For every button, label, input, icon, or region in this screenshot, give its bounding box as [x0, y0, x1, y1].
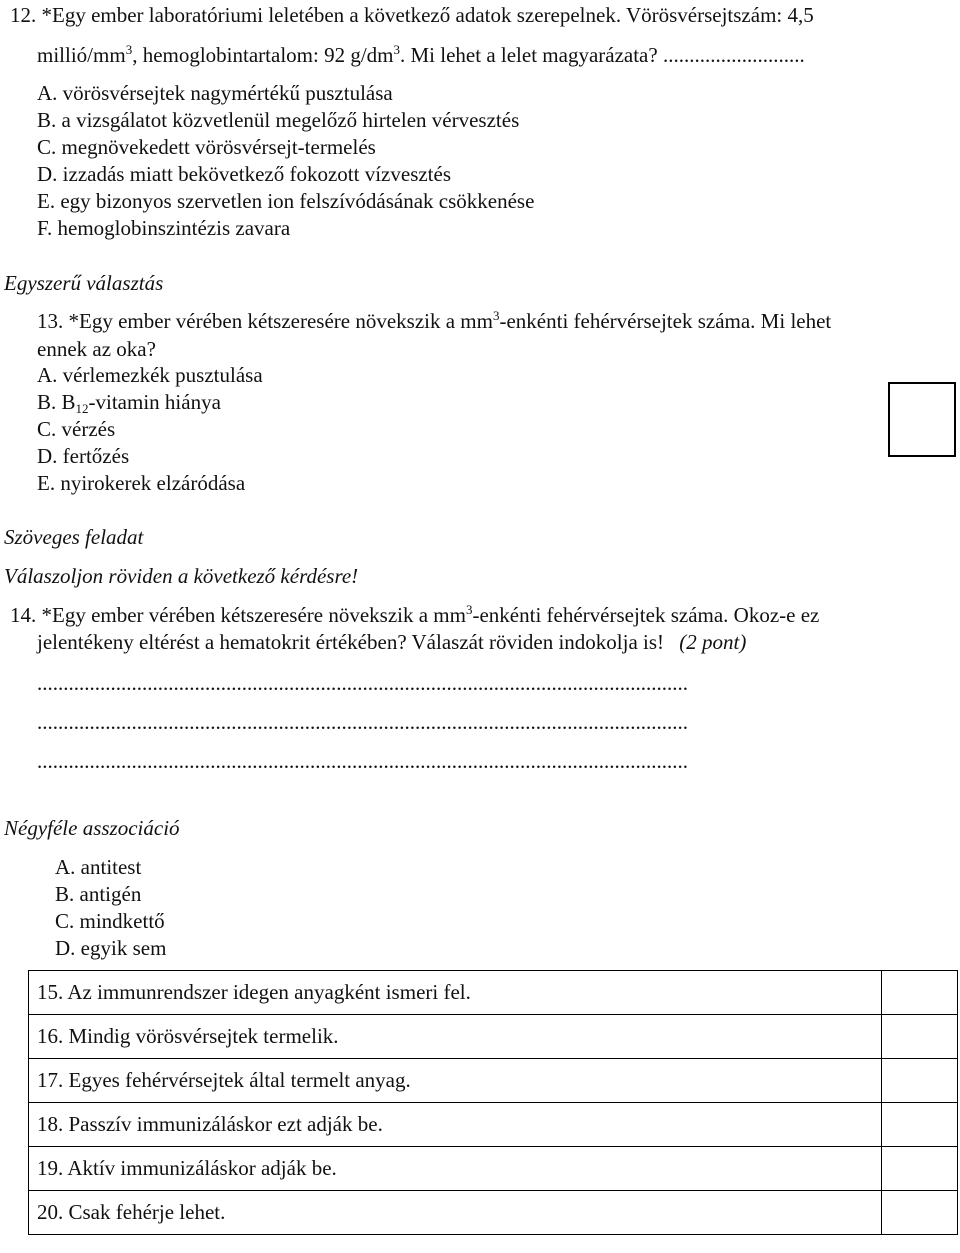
section-heading-association: Négyféle asszociáció — [4, 816, 180, 840]
assoc-option-a: A. antitest — [55, 855, 142, 879]
q13-line1-sup: 3 — [492, 308, 500, 323]
q14-line1-pre: 14. *Egy ember vérében kétszeresére növekszik a mm — [10, 603, 466, 627]
answer-cell-15[interactable] — [882, 971, 958, 1015]
section-heading-simple-choice: Egyszerű választás — [4, 271, 164, 295]
answer-cell-17[interactable] — [882, 1059, 958, 1103]
q12-line2-sup2: 3 — [393, 42, 400, 57]
q13-option-e: E. nyirokerek elzáródása — [37, 471, 246, 495]
q13-line2: ennek az oka? — [37, 337, 156, 361]
table-row — [29, 1147, 958, 1191]
q13-line1-pre: 13. *Egy ember vérében kétszeresére növekszik a mm — [37, 309, 493, 333]
q12-option-b: B. a vizsgálatot közvetlenül megelőző hirtelen vérvesztés — [37, 108, 520, 132]
q14-answer-line-3[interactable]: ............................................................................................................................ — [37, 749, 688, 773]
row-text-17: 17. Egyes fehérvérsejtek által termelt anyag. — [29, 1059, 882, 1103]
q12-option-f: F. hemoglobinszintézis zavara — [37, 216, 291, 240]
row-text-18: 18. Passzív immunizáláskor ezt adják be. — [29, 1103, 882, 1147]
q12-line2-mid: , hemoglobintartalom: 92 g/dm — [132, 43, 394, 67]
section-heading-text-task: Szöveges feladat — [4, 525, 144, 549]
table-row — [29, 1103, 958, 1147]
association-table — [28, 970, 958, 1235]
q12-option-a: A. vörösvérsejtek nagymértékű pusztulása — [37, 81, 393, 105]
q12-option-e: E. egy bizonyos szervetlen ion felszívódásának csökkenése — [37, 189, 535, 213]
q13-line1-post: -enkénti fehérvérsejtek száma. Mi lehet — [499, 309, 832, 333]
q13-option-b-post: -vitamin hiánya — [88, 390, 221, 414]
assoc-option-d: D. egyik sem — [55, 936, 167, 960]
q13-option-a: A. vérlemezkék pusztulása — [37, 363, 263, 387]
q14-line2 — [37, 631, 746, 654]
table-row — [29, 1191, 958, 1235]
row-text-19: 19. Aktív immunizáláskor adják be. — [29, 1147, 882, 1191]
answer-cell-16[interactable] — [882, 1015, 958, 1059]
table-row — [29, 1015, 958, 1059]
table-row — [29, 1059, 958, 1103]
q12-line1: 12. *Egy ember laboratóriumi leletében a következő adatok szerepelnek. Vörösvérsejtszám: 4,5 — [10, 3, 814, 27]
q14-line2-text: jelentékeny eltérést a hematokrit értékében? Válaszát röviden indokolja is! — [37, 630, 665, 654]
q13-answer-box[interactable] — [888, 382, 956, 457]
q14-line1-post: -enkénti fehérvérsejtek száma. Okoz-e ez — [472, 603, 820, 627]
q13-option-b-sub: 12 — [75, 401, 89, 416]
answer-cell-18[interactable] — [882, 1103, 958, 1147]
q13-option-d: D. fertőzés — [37, 444, 130, 468]
row-text-16: 16. Mindig vörösvérsejtek termelik. — [29, 1015, 882, 1059]
q13-option-b — [37, 391, 221, 414]
q14-answer-line-2[interactable]: ............................................................................................................................ — [37, 710, 688, 734]
q12-line2-post: . Mi lehet a lelet magyarázata? ........................... — [400, 43, 805, 67]
q14-answer-line-1[interactable]: ............................................................................................................................ — [37, 671, 688, 695]
q13-option-b-pre: B. B — [37, 390, 76, 414]
assoc-option-b: B. antigén — [55, 882, 142, 906]
q12-option-c: C. megnövekedett vörösvérsejt-termelés — [37, 135, 376, 159]
q13-option-c: C. vérzés — [37, 417, 116, 441]
table-row — [29, 971, 958, 1015]
q12-line2-pre: millió/mm — [37, 43, 126, 67]
q14-line1 — [10, 604, 819, 627]
instruction-text: Válaszoljon röviden a következő kérdésre! — [4, 564, 359, 588]
q14-points: (2 pont) — [679, 630, 747, 654]
q14-line1-sup: 3 — [465, 602, 473, 617]
row-text-15: 15. Az immunrendszer idegen anyagként ismeri fel. — [29, 971, 882, 1015]
q12-option-d: D. izzadás miatt bekövetkező fokozott vízvesztés — [37, 162, 452, 186]
q12-line2-sup: 3 — [125, 42, 133, 57]
assoc-option-c: C. mindkettő — [55, 909, 165, 933]
answer-cell-19[interactable] — [882, 1147, 958, 1191]
q13-line1 — [37, 310, 831, 333]
answer-cell-20[interactable] — [882, 1191, 958, 1235]
q12-line2 — [37, 44, 805, 67]
row-text-20: 20. Csak fehérje lehet. — [29, 1191, 882, 1235]
